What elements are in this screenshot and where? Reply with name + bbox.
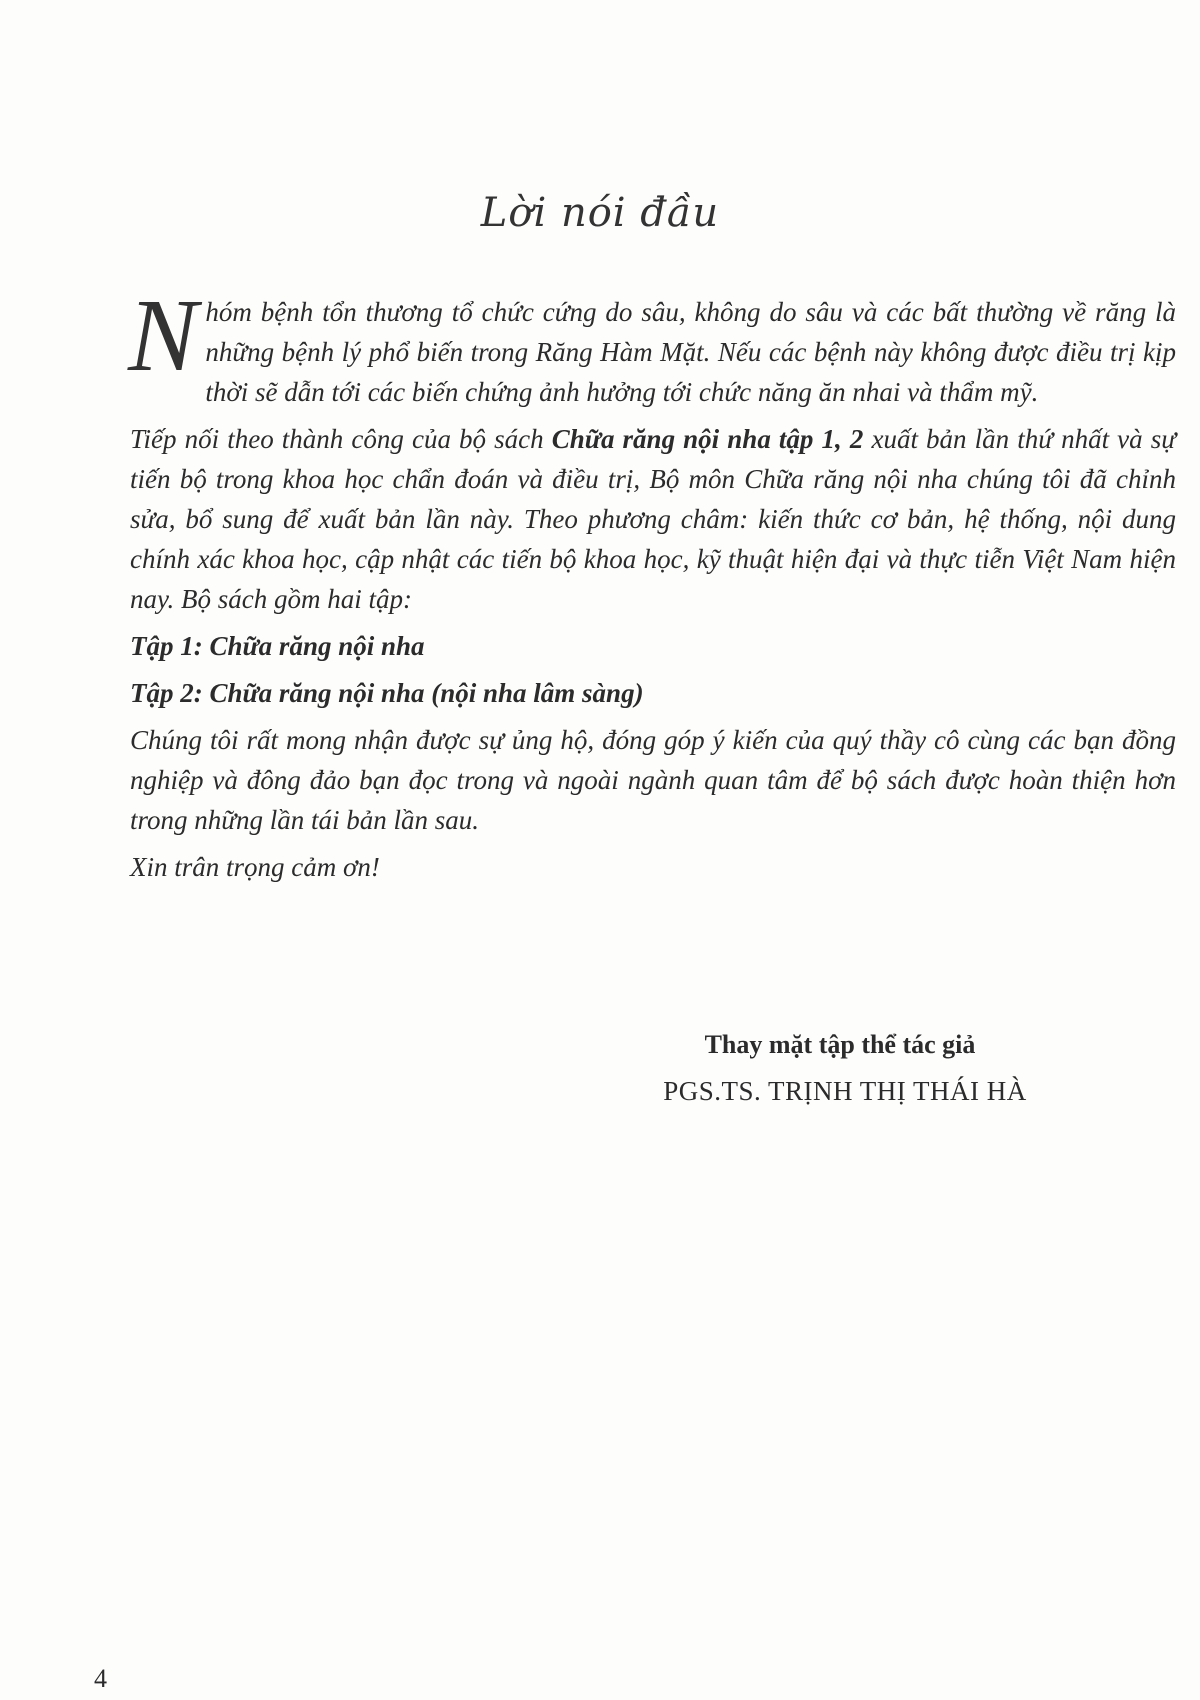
paragraph-3: Chúng tôi rất mong nhận được sự ủng hộ, đóng góp ý kiến của quý thầy cô cùng các bạn đồng nghiệp và đông đảo bạn đọc trong và ngoài ngành quan tâm để bộ sách được hoàn thiện hơn trong những lần tái bản lần sau. xyxy=(130,725,1176,835)
paragraph-2 xyxy=(130,419,1176,619)
signature-name: PGS.TS. TRỊNH THỊ THÁI HÀ xyxy=(663,1076,1027,1106)
volume-1: Tập 1: Chữa răng nội nha xyxy=(130,631,425,661)
intro-text: hóm bệnh tổn thương tổ chức cứng do sâu, không do sâu và các bất thường về răng là những bệnh lý phổ biến trong Răng Hàm Mặt. Nếu các bệnh này không được điều trị kịp thời sẽ dẫn tới các biến chứng ảnh hưởng tới chức năng ăn nhai và thẩm mỹ. xyxy=(205,297,1176,407)
page-title: Lời nói đầu xyxy=(480,190,720,236)
preface-body xyxy=(128,278,1176,894)
signature-role: Thay mặt tập thể tác giả xyxy=(704,1030,976,1059)
intro-paragraph xyxy=(128,278,1176,412)
book-title-bold: Chữa răng nội nha tập 1, 2 xyxy=(551,424,864,454)
volume-2: Tập 2: Chữa răng nội nha (nội nha lâm sàng) xyxy=(130,678,644,708)
page-number: 4 xyxy=(94,1664,107,1693)
drop-cap: N xyxy=(128,278,198,393)
paragraph-2-after: xuất bản lần thứ nhất và sự tiến bộ trong khoa học chẩn đoán và điều trị, Bộ môn Chữa răng nội nha chúng tôi đã chỉnh sửa, bổ sung để xuất bản lần này. Theo phương châm: kiến thức cơ bản, hệ thống, nội dung chính xác khoa học, cập nhật các tiến bộ khoa học, kỹ thuật hiện đại và thực tiễn Việt Nam hiện nay. Bộ sách gồm hai tập: xyxy=(130,424,1176,614)
closing-line: Xin trân trọng cảm ơn! xyxy=(130,852,380,882)
paragraph-2-before: Tiếp nối theo thành công của bộ sách xyxy=(130,424,552,454)
